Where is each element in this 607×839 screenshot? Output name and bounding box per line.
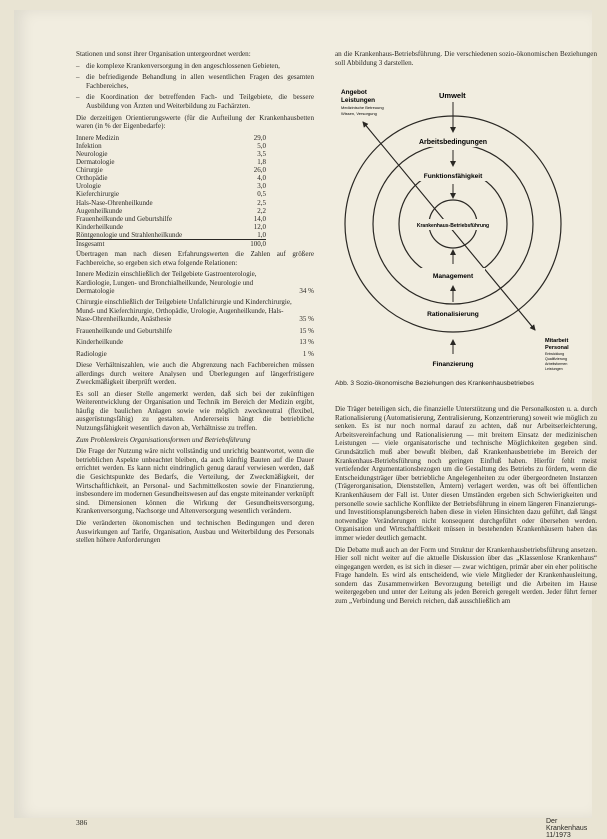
intro-paragraph: Stationen und sonst ihrer Organisation untergeordnet werden:	[76, 50, 251, 58]
dash-marker: –	[76, 73, 80, 82]
journal-page	[14, 10, 597, 839]
body-paragraph: Diese Verhältniszahlen, wie auch die Abgrenzung nach Fachbereichen müssen allerdings durch weitere Analysen und Überlegungen auf längerfristigere Zweckmäßigkeit überprüft werden.	[76, 360, 314, 387]
left-column	[76, 50, 314, 548]
table-row: Dermatologie 1,8	[76, 158, 266, 167]
list-item: – die komplexe Krankenversorgung in den angeschlossenen Gebieten,	[76, 61, 280, 70]
label-personal-sub: Arbeitsformen	[545, 362, 568, 366]
label-rationalisierung: Rationalisierung	[427, 311, 479, 318]
list-item: – die Koordination der betreffenden Fach- und Teilgebiete, die bessere Ausbildung von Ärzten und Weiterbildung zu Fachärzten.	[76, 93, 314, 110]
table-row: Infektion 5,0	[76, 141, 266, 150]
label-personal-sub: Entwicklung	[545, 352, 565, 356]
label-management: Management	[432, 273, 474, 280]
socio-economic-diagram	[335, 84, 597, 374]
body-paragraph: Die Träger beteiligen sich, die finanzielle Unterstützung und die Personalkosten u. a. durch Rationalisierung (Automatisierung, Zentralisierung, Konzentrierung) soweit wie möglich zu senken. Es ist nur noch normal darauf zu achten, daß nur Arbeitserleichterung, Arbeitsvereinfachung und Rationalisierung — mit breitem Einsatz der medizinischen Leistungen — viele organisatorische und technische Möglichkeiten gegeben sind. Grundsätzlich muß aber bewußt bleiben, daß Krankenhausbetriebe im Bereich der Krankenhaus-Betriebsführung noch geringen Einfluß haben. Hierfür fehlt meist vertiefender Argumentationsbezogen um die Gestaltung des Betriebs zu fördern, wenn die Entscheidungsträger über betriebliche Angelegenheiten zu oder übergeordneten Instanzen (Trägerorganisation, Dienststellen, Ämtern) verlagert werden, was oft bei öffentlichen Krankenhäusern der Fall ist. Unter diesen Umständen ergeben sich Schwierigkeiten und personelle sowie sachliche Konflikte der Betriebsführung in einem längeren Finanzierungs- und Investitionsplanungsbereich haben diese in vielen Hinsichten dazu geführt, daß längst notwendige Veränderungen nicht konsequent durchgeführt oder übersehen werden. Organisation und Wirtschaftlichkeit müssen in bestehenden Krankenhäusern haben das immer wieder deutlich gemacht.	[335, 405, 597, 542]
diagram-svg	[335, 84, 597, 374]
table-total-row: Insgesamt 100,0	[76, 239, 266, 248]
table-row: Augenheilkunde 2,2	[76, 206, 266, 215]
journal-footer: Der Krankenhaus 11/1973	[546, 818, 588, 839]
label-personal-sub: Qualifizierung	[545, 357, 567, 361]
table-intro: Die derzeitigen Orientierungswerte (für die Aufteilung der Krankenhausbetten waren (in % der Eigenbedarfe):	[76, 113, 314, 131]
body-paragraph: Die Frage der Nutzung wäre nicht vollständig und unrichtig beantwortet, wenn die betrieblichen Aspekte unbeachtet bleiben, da auch künftig Bauten auf die Dauer errichtet werden. Es kann nicht eindringlich genug darauf verwiesen werden, daß die Gesichtspunkte des Bedarfs, die Verteilung, der Zweckmäßigkeit, der Wirtschaftlichkeit, an Personal- und Sachmittelkosten sowie der Finanzierung, insbesondere im modernen Gesundheitswesen auf das engste miteinander verknüpft sind. Dimensionen können die Wirkung der Gesundheitsversorgung, Krankenversorgung, Nachsorge und Altenversorgung wesentlich verändern.	[76, 447, 314, 516]
page-number: 386	[76, 818, 88, 827]
table-row: Urologie 3,0	[76, 182, 266, 191]
label-angebot: Angebot	[341, 89, 367, 96]
table-row: Kinderheilkunde 12,0	[76, 222, 266, 231]
table-row: Röntgenologie und Strahlenheilkunde 1,0	[76, 230, 266, 239]
group-table	[76, 270, 314, 361]
table-row: Frauenheilkunde und Geburtshilfe 15 %	[76, 326, 314, 335]
right-column-top	[335, 50, 597, 70]
body-paragraph: an die Krankenhaus-Betriebsführung. Die verschiedenen sozio-ökonomischen Beziehungen soll Abbildung 3 darstellen.	[335, 50, 597, 67]
table-row: Kinderheilkunde 13 %	[76, 338, 314, 347]
label-center: Krankenhaus-Betriebsführung	[416, 223, 490, 229]
label-angebot-sub: Medizinische Betreuung	[341, 105, 384, 110]
label-angebot-sub: Wissen, Versorgung	[341, 111, 377, 116]
table-row: Innere Medizin einschließlich der Teilgebiete Gastroenterologie, Kardiologie, Lungen- und Bronchialheilkunde, Neurologie und Dermatologie 34 %	[76, 270, 314, 296]
body-paragraph: Die veränderten ökonomischen und technischen Bedingungen und deren Auswirkungen auf Tarife, Organisation, Ausbau und Weiterbildung des Personals stellen höhere Anforderungen	[76, 519, 314, 545]
table-row: Hals-Nase-Ohrenheilkunde 2,5	[76, 198, 266, 207]
table-row: Chirurgie einschließlich der Teilgebiete Unfallchirurgie und Kinderchirurgie, Mund- und Kieferchirurgie, Orthopädie, Urologie, Augenheilkunde, Hals-Nase-Ohrenheilkunde, Anästhesie 35 %	[76, 298, 314, 324]
label-personal-sub: Leistungen	[545, 367, 563, 371]
table-row: Kieferchirurgie 0,5	[76, 190, 266, 199]
table-row: Frauenheilkunde und Geburtshilfe 14,0	[76, 214, 266, 223]
label-umwelt: Umwelt	[439, 91, 466, 100]
dash-marker: –	[76, 61, 80, 70]
label-finanzierung: Finanzierung	[432, 361, 474, 368]
table-row: Chirurgie 26,0	[76, 166, 266, 175]
dash-marker: –	[76, 93, 80, 102]
label-leistungen: Leistungen	[341, 97, 376, 104]
body-paragraph: Die Debatte muß auch an der Form und Struktur der Krankenhausbetriebsführung ansetzen. Hier soll nicht weiter auf die aktuelle Diskussion über das „Klassenlose Krankenhaus“ eingegangen werden, es ist sich in dieser — zwar wichtigen, primär aber ein eher politische Frage handeln. Es wird als entscheidend, wie viele Mitglieder der Krankenhausleitung, sondern das Zusammenwirken Bevorzugung beteiligt und die Arbeiten im Hause weitergegeben und unter der Leitung als jeden Bereich geregelt werden. Jeder führt ferner zum „Verbindung und Bereich reichen, daß ausschließlich am	[335, 545, 597, 606]
label-funktionsfaehigkeit: Funktionsfähigkeit	[423, 173, 483, 180]
table-row: Neurologie 3,5	[76, 149, 266, 158]
section-heading: Zum Problemkreis Organisationsformen und Betriebsführung	[76, 435, 251, 444]
table-row: Orthopädie 4,0	[76, 174, 266, 183]
table-row: Radiologie 1 %	[76, 349, 314, 358]
specialty-table	[76, 134, 266, 248]
right-column-body	[335, 405, 597, 609]
label-arbeitsbedingungen: Arbeitsbedingungen	[418, 139, 488, 146]
group-intro: Übertragen man nach diesen Erfahrungswerten die Zahlen auf größere Fachbereiche, so ergeben sich etwa folgende Relationen:	[76, 250, 314, 267]
list-item: – die befriedigende Behandlung in allen wesentlichen Fragen des gesamten Fachbereiches,	[76, 73, 314, 90]
label-mitarbeit: Mitarbeit	[545, 338, 569, 344]
figure-caption: Abb. 3 Sozio-ökonomische Beziehungen des Krankenhausbetriebes	[335, 380, 535, 387]
body-paragraph: Es soll an dieser Stelle angemerkt werden, daß sich bei der zukünftigen Weiterentwicklung der Organisation und Technik im Bereich der Medizin ergibt, häufig die baulichen Anlagen sowie wie möglich zweckneutral (flexibel, ausgerüstungsfähig) zu gestalten. Andererseits hängt die betriebliche Nutzungsfähigkeit wesentlich davon ab, Verhältnisse zu treffen.	[76, 389, 314, 433]
table-row: Innere Medizin 29,0	[76, 133, 266, 142]
label-personal: Personal	[545, 345, 569, 351]
